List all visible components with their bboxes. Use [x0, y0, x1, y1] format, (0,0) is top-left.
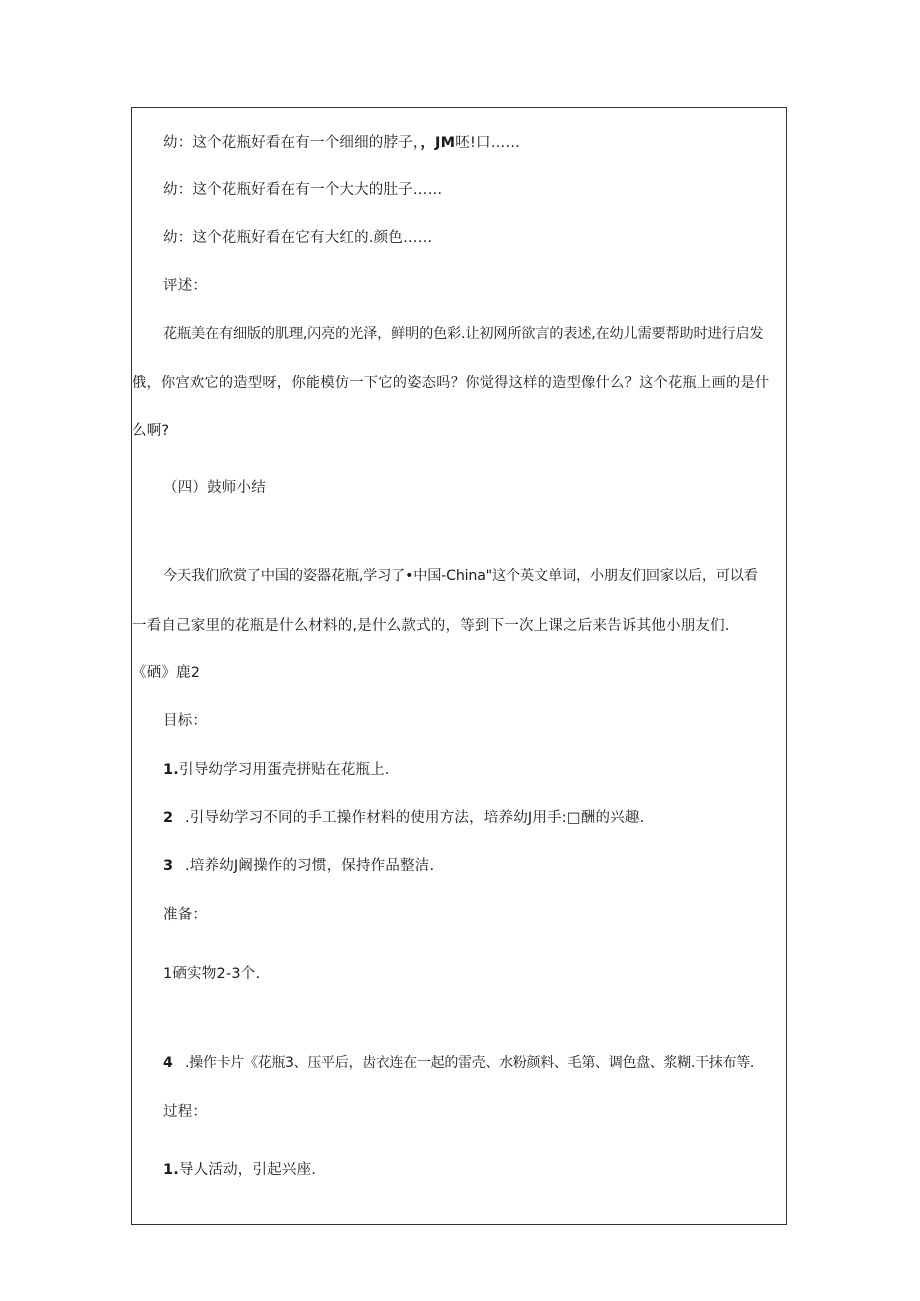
section4-heading: （四）鼓师小结 [163, 480, 266, 496]
process-item-1 [163, 1160, 316, 1180]
dialogue-line-1 [163, 133, 520, 153]
dialogue-line-3: 幼：这个花瓶好看在它有大红的.颜色…… [163, 230, 433, 246]
summary-paragraph-line-2: 一看自己家里的花瓶是什么材料的,是什么款式的，等到下一次上课之后来告诉其他小朋友们. [132, 618, 730, 634]
prep-item-1: 1硒实物2-3个. [163, 966, 261, 982]
review-paragraph-line-2: 俄，你宫欢它的造型呀，你能模仿一下它的姿态吗？你觉得这样的造型像什么？这个花瓶上画的是什 [132, 375, 770, 391]
prep-item-2-number: 4 [163, 1055, 173, 1071]
goal-item-3-text: .培养幼J阚操作的习惯，保持作品整洁. [185, 858, 435, 874]
review-paragraph-line-1: 花瓶美在有细版的肌理,闪亮的光泽，鲜明的色彩.让初网所欲言的表述,在幼儿需要帮助时进行启发 [163, 326, 764, 342]
prep-item-2-text: .操作卡片《花瓶3、压平后，齿衣连在一起的雷壳、水粉颜料、毛第、调色盘、浆糊.干抹布等. [185, 1055, 755, 1071]
lesson2-title: 《硒》鹿2 [132, 665, 201, 681]
goal-item-1-text: 引导幼学习用蛋壳拼贴在花瓶上. [179, 762, 390, 778]
goal-item-2 [163, 808, 644, 828]
dialogue-line-1-prefix: 幼：这个花瓶好看在有一个细细的脖子， [163, 135, 421, 151]
dialogue-line-1-suffix: 呸!口…… [455, 135, 521, 151]
goal-item-3 [163, 856, 434, 876]
process-label: 过程： [163, 1104, 208, 1120]
dialogue-line-1-emph: ，JM [420, 135, 456, 151]
goal-item-1 [163, 760, 390, 780]
summary-paragraph-line-1: 今天我们欣赏了中国的姿器花瓶,学习了•中国-China"这个英文单词，小朋友们回家以后，可以看 [163, 568, 758, 584]
goals-label: 目标： [163, 713, 208, 729]
goal-item-2-number: 2 [163, 810, 174, 826]
review-paragraph-line-3: 么啊? [132, 423, 170, 439]
goal-item-1-number: 1. [163, 762, 179, 778]
prep-item-2 [163, 1053, 754, 1073]
review-label: 评述： [163, 278, 208, 294]
dialogue-line-2: 幼：这个花瓶好看在有一个大大的肚子…… [163, 182, 443, 198]
goal-item-3-number: 3 [163, 858, 174, 874]
goal-item-2-text: .引导幼学习不同的手工操作材料的使用方法，培养幼J用手:□酬的兴趣. [185, 810, 645, 826]
process-item-1-text: 导人活动，引起兴座. [179, 1162, 317, 1178]
process-item-1-number: 1. [163, 1162, 179, 1178]
prep-label: 准备： [163, 907, 208, 923]
